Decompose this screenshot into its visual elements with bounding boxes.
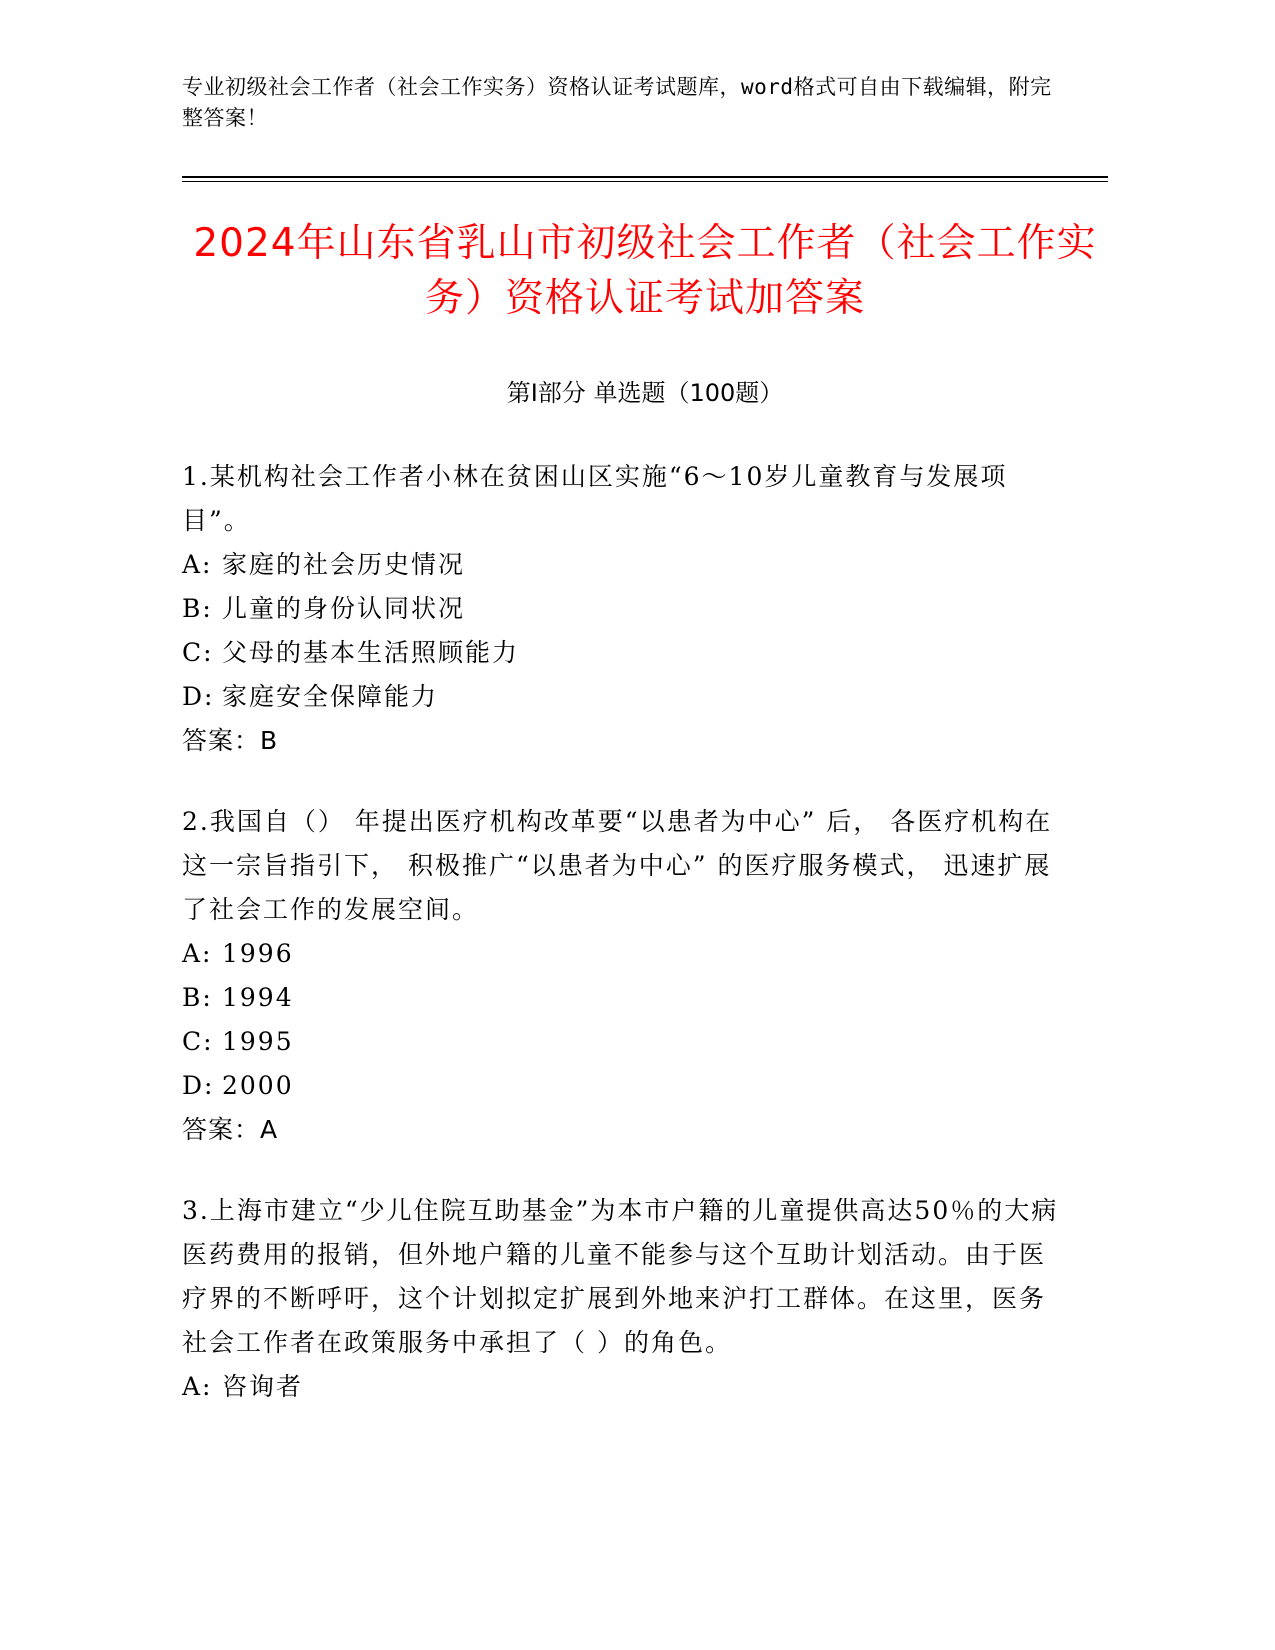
option-key: C: (182, 1027, 214, 1056)
option-text: 咨询者 (222, 1372, 304, 1401)
question-text: 1.某机构社会工作者小林在贫困山区实施“6～10岁儿童教育与发展项目”。 (182, 462, 1008, 535)
option-key: B: (182, 983, 213, 1012)
answer-line: 答案：B (182, 726, 279, 755)
header-divider-thin (182, 181, 1108, 182)
option-key: C: (182, 638, 214, 667)
question-text: 2.我国自（） 年提出医疗机构改革要“以患者为中心” 后， 各医疗机构在这一宗旨指引下， 积极推广“以患者为中心” 的医疗服务模式， 迅速扩展了社会工作的发展空间。 (182, 807, 1053, 924)
option-key: A: (182, 1372, 213, 1401)
option-text: 父母的基本生活照顾能力 (222, 638, 520, 667)
option-text: 家庭安全保障能力 (222, 682, 439, 711)
option-key: B: (182, 594, 213, 623)
option-key: A: (182, 939, 213, 968)
option-text: 1994 (222, 983, 294, 1012)
option-text: 儿童的身份认同状况 (222, 594, 466, 623)
option-c (182, 631, 1062, 675)
option-a (182, 1365, 1062, 1409)
option-c (182, 1020, 1062, 1064)
option-b (182, 587, 1062, 631)
option-b (182, 976, 1062, 1020)
question-3 (182, 1189, 1062, 1409)
option-key: D: (182, 1071, 215, 1100)
option-key: D: (182, 682, 215, 711)
header-divider-thick (182, 176, 1108, 178)
question-1 (182, 455, 1062, 763)
option-text: 1996 (222, 939, 294, 968)
header-note: 专业初级社会工作者（社会工作实务）资格认证考试题库，word格式可自由下载编辑，附完整答案！ (182, 75, 1052, 130)
option-a (182, 932, 1062, 976)
option-text: 家庭的社会历史情况 (222, 550, 466, 579)
section-title: 第Ⅰ部分 单选题（100题） (506, 379, 784, 407)
option-d (182, 675, 1062, 719)
option-text: 1995 (222, 1027, 294, 1056)
question-text: 3.上海市建立“少儿住院互助基金”为本市户籍的儿童提供高达50％的大病医药费用的报销，但外地户籍的儿童不能参与这个互助计划活动。由于医疗界的不断呼吁，这个计划拟定扩展到外地来沪打工群体。在这里，医务社会工作者在政策服务中承担了（ ）的角色。 (182, 1196, 1059, 1357)
document-title: 2024年山东省乳山市初级社会工作者（社会工作实务）资格认证考试加答案 (193, 221, 1097, 321)
question-list (182, 455, 1062, 1446)
option-key: A: (182, 550, 213, 579)
option-a (182, 543, 1062, 587)
option-text: 2000 (222, 1071, 294, 1100)
option-d (182, 1064, 1062, 1108)
answer-line: 答案：A (182, 1115, 279, 1144)
question-2 (182, 800, 1062, 1152)
